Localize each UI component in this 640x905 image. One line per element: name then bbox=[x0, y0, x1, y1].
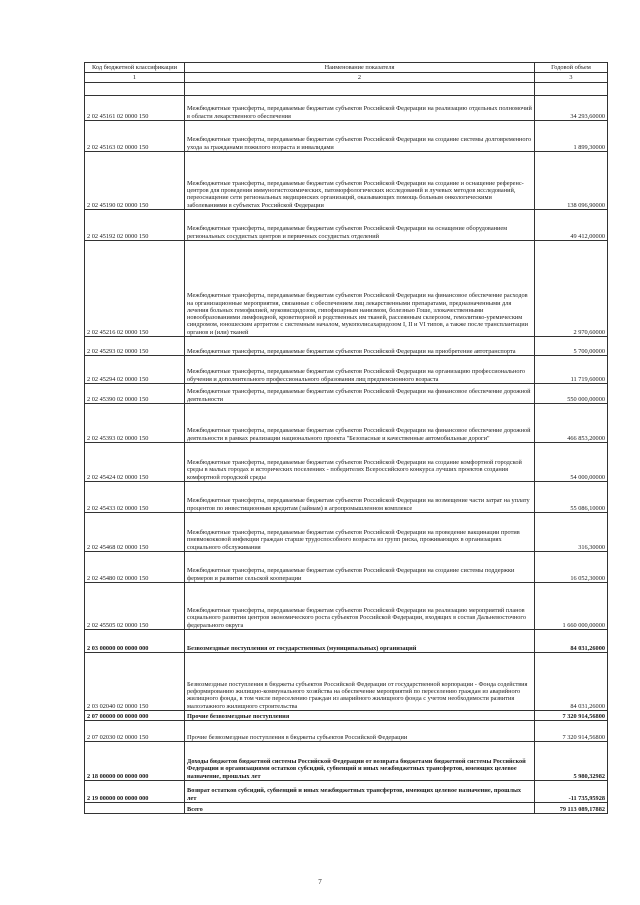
table-header-row bbox=[85, 63, 608, 73]
row-name: Межбюджетные трансферты, передаваемые бюджетам субъектов Российской Федерации на создание системы долговременного ухода за гражданами пожилого возраста и инвалидами bbox=[185, 121, 535, 152]
row-value: 55 086,10000 bbox=[535, 482, 608, 513]
row-code: 2 07 00000 00 0000 000 bbox=[85, 711, 185, 721]
table-row bbox=[85, 653, 608, 711]
row-code: 2 02 45161 02 0000 150 bbox=[85, 96, 185, 121]
row-value: 84 031,26000 bbox=[535, 653, 608, 711]
table-row bbox=[85, 482, 608, 513]
table-row bbox=[85, 96, 608, 121]
table-row bbox=[85, 721, 608, 742]
row-name: Доходы бюджетов бюджетной системы Российской Федерации от возврата бюджетами бюджетной системы Российской Федерации и организациями остатков субсидий, субвенций и иных межбюджетных трансфертов, имеющих целевое назначение, прошлых лет bbox=[185, 742, 535, 781]
row-value: 79 113 089,17882 bbox=[535, 803, 608, 814]
table-row bbox=[85, 742, 608, 781]
row-name: Межбюджетные трансферты, передаваемые бюджетам субъектов Российской Федерации на создание и оснащение референс-центров для проведения иммуногистохимических, патоморфологических исследований и лучевых методов исследований, переоснащение сети региональных медицинских организаций, оказывающих помощь больным онкологическими заболеваниями в субъектах Российской Федерации bbox=[185, 152, 535, 210]
table-row bbox=[85, 711, 608, 721]
row-value: 84 031,26000 bbox=[535, 630, 608, 653]
table-row bbox=[85, 152, 608, 210]
column-number-row bbox=[85, 73, 608, 83]
row-name: Межбюджетные трансферты, передаваемые бюджетам субъектов Российской Федерации на организацию профессионального обучения и дополнительного профессионального образования лиц предпенсионного возраста bbox=[185, 356, 535, 384]
row-value: 5 980,32982 bbox=[535, 742, 608, 781]
row-code: 2 02 45433 02 0000 150 bbox=[85, 482, 185, 513]
row-value: 54 000,00000 bbox=[535, 443, 608, 482]
table-row bbox=[85, 583, 608, 630]
table-row bbox=[85, 443, 608, 482]
row-code: 2 02 45390 02 0000 150 bbox=[85, 384, 185, 404]
row-code: 2 02 45480 02 0000 150 bbox=[85, 552, 185, 583]
row-name: Межбюджетные трансферты, передаваемые бюджетам субъектов Российской Федерации на создание комфортной городской среды в малых городах и исторических поселениях - победителях Всероссийского конкурса лучших проектов создания комфортной городской среды bbox=[185, 443, 535, 482]
table-row bbox=[85, 803, 608, 814]
row-code: 2 19 00000 00 0000 000 bbox=[85, 781, 185, 803]
row-code: 2 02 45294 02 0000 150 bbox=[85, 356, 185, 384]
row-value: 2 970,60000 bbox=[535, 241, 608, 337]
page-number: 7 bbox=[318, 878, 322, 886]
row-value: 49 412,00000 bbox=[535, 210, 608, 241]
row-value: 138 096,90000 bbox=[535, 152, 608, 210]
row-name: Межбюджетные трансферты, передаваемые бюджетам субъектов Российской Федерации на оснащение оборудованием региональных сосудистых центров и первичных сосудистых отделений bbox=[185, 210, 535, 241]
row-code: 2 02 45192 02 0000 150 bbox=[85, 210, 185, 241]
table-row bbox=[85, 552, 608, 583]
table-row bbox=[85, 241, 608, 337]
table-row bbox=[85, 337, 608, 356]
row-value: 7 320 914,56800 bbox=[535, 711, 608, 721]
row-value: 7 320 914,56800 bbox=[535, 721, 608, 742]
row-code bbox=[85, 803, 185, 814]
row-code: 2 03 00000 00 0000 000 bbox=[85, 630, 185, 653]
row-code: 2 03 02040 02 0000 150 bbox=[85, 653, 185, 711]
row-value: 34 293,60000 bbox=[535, 96, 608, 121]
row-value: 16 052,30000 bbox=[535, 552, 608, 583]
table-row bbox=[85, 404, 608, 443]
row-name: Прочие безвозмездные поступления bbox=[185, 711, 535, 721]
row-name: Возврат остатков субсидий, субвенций и иных межбюджетных трансфертов, имеющих целевое назначение, прошлых лет bbox=[185, 781, 535, 803]
row-name: Межбюджетные трансферты, передаваемые бюджетам субъектов Российской Федерации на реализацию мероприятий планов социального развития центров экономического роста субъектов Российской Федерации, входящих в состав Дальневосточного федерального округа bbox=[185, 583, 535, 630]
row-code: 2 18 00000 00 0000 000 bbox=[85, 742, 185, 781]
row-name: Межбюджетные трансферты, передаваемые бюджетам субъектов Российской Федерации на финансовое обеспечение дорожной деятельности bbox=[185, 384, 535, 404]
row-code: 2 07 02030 02 0000 150 bbox=[85, 721, 185, 742]
row-name: Безвозмездные поступления в бюджеты субъектов Российской Федерации от государственной корпорации - Фонда содействия реформированию жилищно-коммунального хозяйства на обеспечение мероприятий по переселению граждан из аварийного жилищного фонда, в том числе переселению граждан из аварийного жилищного фонда с учетом необходимости развития малоэтажного жилищного строительства bbox=[185, 653, 535, 711]
row-code: 2 02 45293 02 0000 150 bbox=[85, 337, 185, 356]
row-code: 2 02 45393 02 0000 150 bbox=[85, 404, 185, 443]
row-code: 2 02 45468 02 0000 150 bbox=[85, 513, 185, 552]
row-name: Межбюджетные трансферты, передаваемые бюджетам субъектов Российской Федерации на реализацию отдельных полномочий в области лекарственного обеспечения bbox=[185, 96, 535, 121]
row-name: Межбюджетные трансферты, передаваемые бюджетам субъектов Российской Федерации на приобретение автотранспорта bbox=[185, 337, 535, 356]
row-code: 2 02 45190 02 0000 150 bbox=[85, 152, 185, 210]
header-code: Код бюджетной классификации bbox=[85, 63, 185, 73]
budget-table bbox=[84, 62, 608, 814]
row-value: 5 700,00000 bbox=[535, 337, 608, 356]
row-name: Межбюджетные трансферты, передаваемые бюджетам субъектов Российской Федерации на финансовое обеспечение дорожной деятельности в рамках реализации национального проекта "Безопасные и качественные автомобильные дороги" bbox=[185, 404, 535, 443]
header-volume: Годовой объем bbox=[535, 63, 608, 73]
column-number-1: 1 bbox=[85, 73, 185, 83]
row-name: Всего bbox=[185, 803, 535, 814]
table-row bbox=[85, 781, 608, 803]
row-value: 550 000,00000 bbox=[535, 384, 608, 404]
row-name: Межбюджетные трансферты, передаваемые бюджетам субъектов Российской Федерации на проведение вакцинации против пневмококковой инфекции граждан старше трудоспособного возраста из групп риска, проживающих в организациях социального обслуживания bbox=[185, 513, 535, 552]
row-value: 1 660 000,00000 bbox=[535, 583, 608, 630]
header-name: Наименование показателя bbox=[185, 63, 535, 73]
table-row bbox=[85, 513, 608, 552]
table-row bbox=[85, 210, 608, 241]
table-row bbox=[85, 384, 608, 404]
row-name: Безвозмездные поступления от государственных (муниципальных) организаций bbox=[185, 630, 535, 653]
row-name: Межбюджетные трансферты, передаваемые бюджетам субъектов Российской Федерации на создание системы поддержки фермеров и развитие сельской кооперации bbox=[185, 552, 535, 583]
row-value: 11 719,60000 bbox=[535, 356, 608, 384]
column-number-2: 2 bbox=[185, 73, 535, 83]
row-code: 2 02 45424 02 0000 150 bbox=[85, 443, 185, 482]
table-row bbox=[85, 121, 608, 152]
row-code: 2 02 45216 02 0000 150 bbox=[85, 241, 185, 337]
row-value: 1 899,30000 bbox=[535, 121, 608, 152]
row-value: 466 853,20000 bbox=[535, 404, 608, 443]
row-name: Межбюджетные трансферты, передаваемые бюджетам субъектов Российской Федерации на финансовое обеспечение расходов на организационные мероприятия, связанные с обеспечением лиц лекарственными препаратами, предназначенными для лечения больных гемофилией, муковисцидозом, гипофизарным нанизмом, болезнью Гоше, злокачественными новообразованиями лимфоидной, кроветворной и родственных им тканей, рассеянным склерозом, гемолитико-уремическим синдромом, юношеским артритом с системным началом, мукополисахаридозом I, II и VI типов, а также после трансплантации органов и (или) тканей bbox=[185, 241, 535, 337]
row-value: 316,30000 bbox=[535, 513, 608, 552]
row-name: Межбюджетные трансферты, передаваемые бюджетам субъектов Российской Федерации на возмещение части затрат на уплату процентов по инвестиционным кредитам (займам) в агропромышленном комплексе bbox=[185, 482, 535, 513]
row-code: 2 02 45505 02 0000 150 bbox=[85, 583, 185, 630]
column-number-3: 3 bbox=[535, 73, 608, 83]
table-row bbox=[85, 630, 608, 653]
row-name: Прочие безвозмездные поступления в бюджеты субъектов Российской Федерации bbox=[185, 721, 535, 742]
row-code: 2 02 45163 02 0000 150 bbox=[85, 121, 185, 152]
table-row bbox=[85, 356, 608, 384]
row-value: -11 735,95928 bbox=[535, 781, 608, 803]
spacer-row bbox=[85, 83, 608, 96]
